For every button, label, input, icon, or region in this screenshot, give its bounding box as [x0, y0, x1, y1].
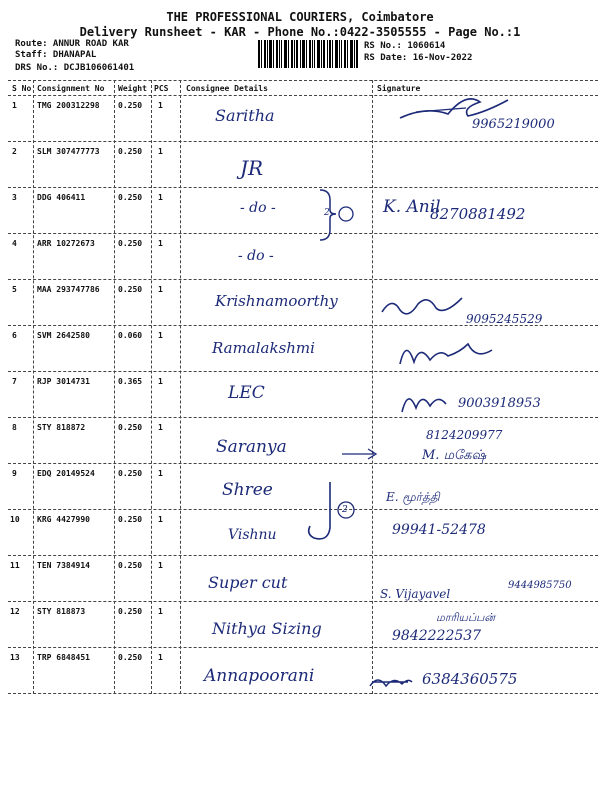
- signature-phone: 8270881492: [430, 205, 526, 223]
- row-consignment-no: SVM 2642580: [37, 331, 90, 340]
- row-sno: 4: [12, 239, 17, 248]
- col-header-sno: S No: [12, 84, 32, 93]
- consignee-name: LEC: [228, 383, 265, 403]
- row-pcs: 1: [158, 331, 163, 340]
- row-consignment-no: ARR 10272673: [37, 239, 95, 248]
- row-weight: 0.250: [118, 285, 143, 294]
- row-consignment-no: SLM 307477773: [37, 147, 100, 156]
- signature-name: E. மூர்த்தி: [386, 490, 440, 504]
- signature-name: மாரியப்பன்: [436, 611, 495, 624]
- row-sno: 11: [10, 561, 20, 570]
- arrow-mark: [340, 446, 380, 462]
- signature-scribble: [378, 290, 468, 324]
- row-pcs: 1: [158, 469, 163, 478]
- signature-phone: 8124209977: [426, 428, 503, 442]
- row-divider: [8, 417, 598, 418]
- barcode: [258, 40, 360, 68]
- row-weight: 0.365: [118, 377, 143, 386]
- row-pcs: 1: [158, 515, 163, 524]
- row-sno: 5: [12, 285, 17, 294]
- route: Route: ANNUR ROAD KAR: [15, 39, 129, 49]
- signature-phone: 9842222537: [392, 628, 482, 644]
- company-title: THE PROFESSIONAL COURIERS, Coimbatore: [166, 10, 434, 24]
- brace-mark: [300, 478, 360, 548]
- row-divider: [8, 233, 598, 234]
- signature-phone: 9003918953: [458, 396, 541, 411]
- row-sno: 8: [12, 423, 17, 432]
- signature-name: K. Anil: [383, 197, 441, 217]
- row-weight: 0.250: [118, 515, 143, 524]
- signature-phone: 9095245529: [466, 312, 543, 326]
- brace-count: 2: [342, 505, 348, 515]
- consignee-name: Shree: [222, 480, 273, 500]
- row-divider: [8, 141, 598, 142]
- runsheet-title: Delivery Runsheet - KAR - Phone No.:0422-3505555 - Page No.:1: [79, 25, 521, 39]
- row-divider: [8, 187, 598, 188]
- signature-phone: 6384360575: [422, 670, 518, 688]
- signature-scribble: [368, 672, 414, 692]
- col-header-pcs: PCS: [154, 84, 169, 93]
- rs-number: RS No.: 1060614: [364, 41, 446, 51]
- signature-phone: 99941-52478: [392, 522, 486, 538]
- row-weight: 0.250: [118, 607, 143, 616]
- row-pcs: 1: [158, 285, 163, 294]
- row-consignment-no: DDG 406411: [37, 193, 86, 202]
- row-divider: [8, 555, 598, 556]
- consignee-name: Vishnu: [228, 527, 277, 543]
- row-consignment-no: TRP 6848451: [37, 653, 90, 662]
- drs-number: DRS No.: DCJB106061401: [15, 63, 135, 73]
- row-pcs: 1: [158, 193, 163, 202]
- row-pcs: 1: [158, 423, 163, 432]
- signature-name: S. Vijayavel: [380, 587, 451, 601]
- row-weight: 0.250: [118, 193, 143, 202]
- row-pcs: 1: [158, 147, 163, 156]
- row-sno: 9: [12, 469, 17, 478]
- row-weight: 0.250: [118, 239, 143, 248]
- row-divider: [8, 463, 598, 464]
- row-weight: 0.250: [118, 469, 143, 478]
- row-weight: 0.060: [118, 331, 143, 340]
- col-header-weight: Weight: [118, 84, 147, 93]
- row-pcs: 1: [158, 377, 163, 386]
- row-divider: [8, 601, 598, 602]
- col-header-consignee: Consignee Details: [186, 84, 268, 93]
- row-pcs: 1: [158, 101, 163, 110]
- row-pcs: 1: [158, 653, 163, 662]
- col-header-consignment: Consignment No: [37, 84, 105, 93]
- row-weight: 0.250: [118, 561, 143, 570]
- signature-scribble: [398, 384, 458, 418]
- col-header-signature: Signature: [377, 84, 421, 93]
- consignee-name: Krishnamoorthy: [215, 292, 338, 310]
- row-sno: 2: [12, 147, 17, 156]
- row-consignment-no: TMG 200312298: [37, 101, 100, 110]
- row-divider: [8, 279, 598, 280]
- consignee-name: Saritha: [215, 106, 275, 125]
- row-divider: [8, 693, 598, 694]
- row-consignment-no: MAA 293747786: [37, 285, 100, 294]
- row-weight: 0.250: [118, 423, 143, 432]
- consignee-name: Ramalakshmi: [212, 339, 315, 357]
- row-divider: [8, 80, 598, 81]
- row-sno: 6: [12, 331, 17, 340]
- row-consignment-no: STY 818872: [37, 423, 86, 432]
- consignee-name: Saranya: [216, 437, 287, 457]
- row-sno: 12: [10, 607, 20, 616]
- row-consignment-no: STY 818873: [37, 607, 86, 616]
- staff: Staff: DHANAPAL: [15, 50, 97, 60]
- row-sno: 3: [12, 193, 17, 202]
- signature-phone: 9444985750: [508, 580, 572, 591]
- row-weight: 0.250: [118, 653, 143, 662]
- signature-name: M. மகேஷ்: [422, 448, 487, 463]
- row-pcs: 1: [158, 239, 163, 248]
- consignee-name: JR: [240, 156, 264, 180]
- consignee-name: Super cut: [208, 573, 288, 592]
- consignee-name: Nithya Sizing: [212, 619, 322, 638]
- row-consignment-no: TEN 7384914: [37, 561, 90, 570]
- row-pcs: 1: [158, 607, 163, 616]
- consignee-name: - do -: [240, 200, 276, 216]
- row-consignment-no: RJP 3014731: [37, 377, 90, 386]
- row-weight: 0.250: [118, 147, 143, 156]
- row-consignment-no: EDQ 20149524: [37, 469, 95, 478]
- consignee-name: Annapoorani: [204, 666, 315, 686]
- consignee-name: - do -: [238, 248, 274, 264]
- row-sno: 7: [12, 377, 17, 386]
- signature-scribble: [396, 334, 496, 370]
- row-weight: 0.250: [118, 101, 143, 110]
- row-consignment-no: KRG 4427990: [37, 515, 90, 524]
- brace-count: 2: [324, 208, 330, 218]
- signature-phone: 9965219000: [472, 117, 555, 132]
- row-sno: 10: [10, 515, 20, 524]
- row-pcs: 1: [158, 561, 163, 570]
- rs-date: RS Date: 16-Nov-2022: [364, 53, 473, 63]
- row-sno: 1: [12, 101, 17, 110]
- row-divider: [8, 647, 598, 648]
- row-divider: [8, 371, 598, 372]
- row-sno: 13: [10, 653, 20, 662]
